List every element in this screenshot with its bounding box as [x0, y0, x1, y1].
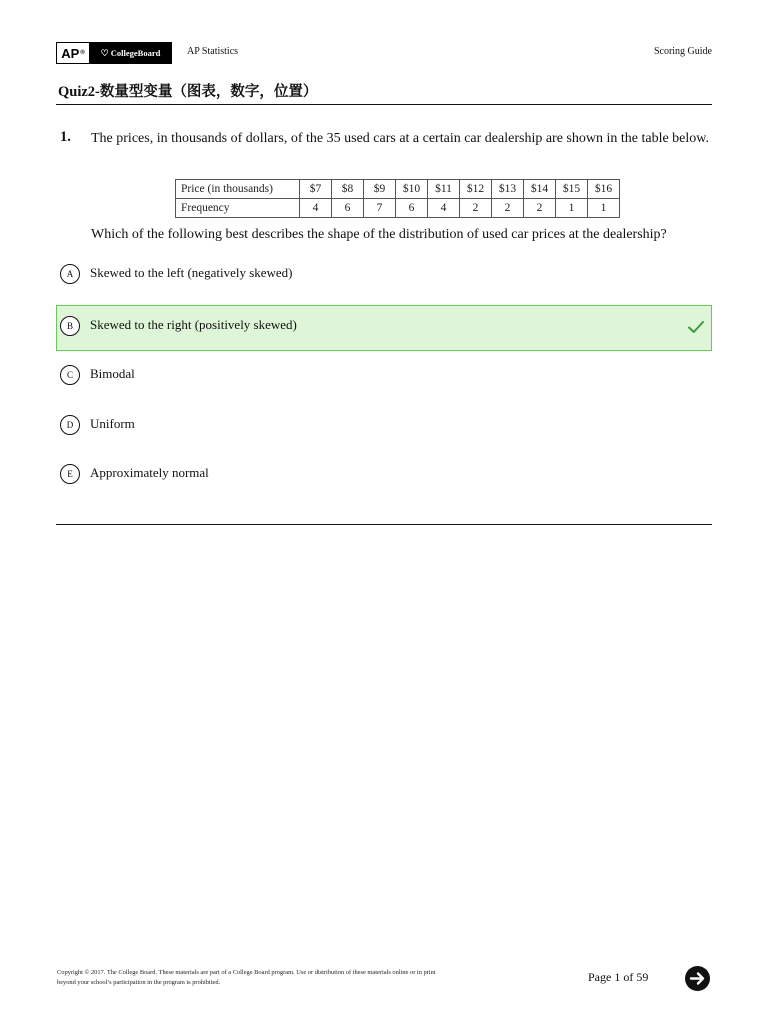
price-cell: $11 [428, 180, 460, 199]
option-letter-circle: A [60, 264, 80, 284]
ap-collegeboard-logo [56, 42, 172, 64]
frequency-cell: 7 [364, 199, 396, 218]
frequency-row-header: Frequency [176, 199, 300, 218]
page-indicator: Page 1 of 59 [588, 970, 649, 984]
frequency-cell: 1 [556, 199, 588, 218]
option-b-correct[interactable] [56, 305, 712, 351]
copyright-line: beyond your school’s participation in the program is prohibited. [57, 979, 221, 986]
copyright-line: Copyright © 2017. The College Board. These materials are part of a College Board program. Use or distribution of these materials online or in print [57, 969, 436, 976]
option-d[interactable] [56, 404, 712, 450]
option-letter-circle: E [60, 464, 80, 484]
price-cell: $13 [492, 180, 524, 199]
frequency-cell: 6 [396, 199, 428, 218]
price-row-header: Price (in thousands) [176, 180, 300, 199]
quiz-title: Quiz2-数量型变量（图表，数字，位置） [58, 84, 318, 100]
option-text: Approximately normal [90, 465, 209, 480]
option-text: Uniform [90, 416, 135, 431]
option-letter-circle: C [60, 365, 80, 385]
price-cell: $15 [556, 180, 588, 199]
logo-ap-mark: AP ® [57, 43, 90, 63]
bottom-divider [56, 524, 712, 525]
price-cell: $7 [300, 180, 332, 199]
option-text: Skewed to the left (negatively skewed) [90, 265, 293, 280]
top-divider [56, 104, 712, 105]
price-cell: $16 [588, 180, 620, 199]
frequency-cell: 1 [588, 199, 620, 218]
price-row [176, 180, 620, 199]
frequency-cell: 2 [460, 199, 492, 218]
question-number: 1. [60, 129, 71, 145]
option-text: Bimodal [90, 366, 135, 381]
price-cell: $9 [364, 180, 396, 199]
option-e[interactable] [56, 453, 712, 499]
option-a[interactable] [56, 253, 712, 299]
frequency-cell: 4 [300, 199, 332, 218]
price-cell: $10 [396, 180, 428, 199]
option-letter-circle: D [60, 415, 80, 435]
price-cell: $12 [460, 180, 492, 199]
frequency-row [176, 199, 620, 218]
price-cell: $8 [332, 180, 364, 199]
question-stem: The prices, in thousands of dollars, of the 35 used cars at a certain car dealership are shown in the table below. [91, 131, 709, 146]
checkmark-icon [687, 318, 705, 336]
frequency-cell: 2 [524, 199, 556, 218]
logo-collegeboard-mark: ♡ CollegeBoard [90, 43, 171, 63]
frequency-cell: 6 [332, 199, 364, 218]
frequency-table [175, 179, 620, 218]
option-letter-circle: B [60, 316, 80, 336]
arrow-right-icon [685, 966, 710, 991]
price-cell: $14 [524, 180, 556, 199]
header-scoring-guide: Scoring Guide [653, 46, 712, 57]
frequency-cell: 2 [492, 199, 524, 218]
copyright-notice [57, 968, 477, 988]
option-c[interactable] [56, 354, 712, 400]
question-prompt: Which of the following best describes the shape of the distribution of used car prices at the dealership? [91, 227, 667, 242]
header-subject: AP Statistics [187, 46, 239, 57]
acorn-icon: ♡ [100, 47, 109, 58]
next-page-button[interactable] [685, 966, 710, 991]
frequency-cell: 4 [428, 199, 460, 218]
option-text: Skewed to the right (positively skewed) [90, 317, 297, 332]
